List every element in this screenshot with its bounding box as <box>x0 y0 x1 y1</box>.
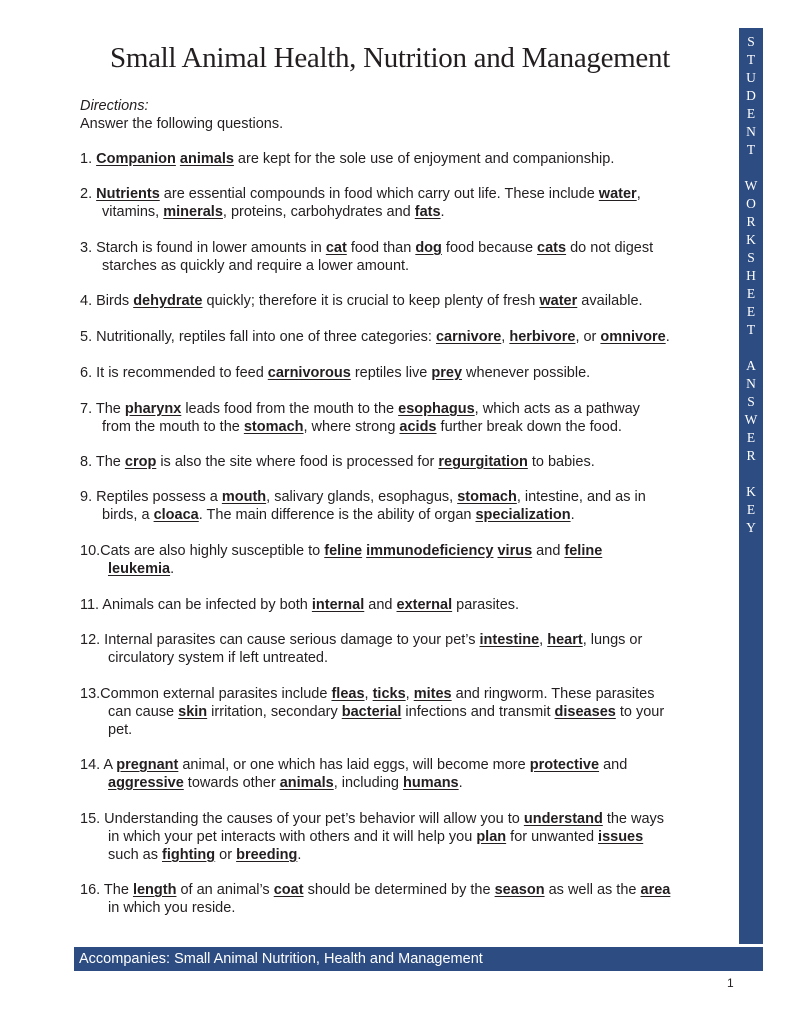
question-line <box>80 488 730 506</box>
question-line <box>80 631 730 649</box>
answer-word: cloaca <box>153 507 199 523</box>
sidebar-letter: U <box>746 70 756 85</box>
question-item <box>80 881 730 917</box>
sidebar-letter: O <box>746 196 756 211</box>
question-text: 7. The <box>80 401 125 417</box>
answer-word: cat <box>325 240 347 256</box>
answer-word: internal <box>311 597 365 613</box>
question-text: , salivary glands, esophagus, <box>266 489 458 505</box>
sidebar-letter: S <box>747 250 755 265</box>
directions-label: Directions: <box>80 98 149 114</box>
answer-word: crop <box>124 454 157 470</box>
question-text: and <box>364 597 397 613</box>
question-text: starches as quickly and require a lower amount. <box>102 258 410 274</box>
question-text: 14. A <box>80 757 117 773</box>
page-title: Small Animal Health, Nutrition and Management <box>110 42 670 74</box>
question-item <box>80 453 730 471</box>
answer-word: pregnant <box>116 757 179 773</box>
sidebar-letter: K <box>746 232 756 247</box>
answer-word: mouth <box>221 489 267 505</box>
sidebar-letter: W <box>744 178 758 193</box>
question-item <box>80 364 730 382</box>
question-line <box>80 364 730 382</box>
answer-word: skin <box>178 704 208 720</box>
sidebar-letter: S <box>747 34 755 49</box>
question-item <box>80 185 730 221</box>
answer-word: herbivore <box>509 329 576 345</box>
question-line <box>80 203 730 221</box>
answer-word: specialization <box>475 507 571 523</box>
question-text: are essential compounds in food which carry out life. These include <box>159 186 599 202</box>
question-line <box>80 881 730 899</box>
question-text: to your <box>615 704 665 720</box>
directions-text: Answer the following questions. <box>80 116 284 132</box>
answer-word: ticks <box>372 686 406 702</box>
question-text: 11. Animals can be infected by both <box>80 597 312 613</box>
question-text: from the mouth to the <box>102 419 244 435</box>
sidebar-letter: N <box>746 124 756 139</box>
question-text: , <box>364 686 373 702</box>
question-text: . <box>440 204 445 220</box>
question-text: , <box>539 632 548 648</box>
question-line <box>80 400 730 418</box>
question-text: food because <box>441 240 538 256</box>
question-text: 10.Cats are also highly susceptible to <box>80 543 325 559</box>
answer-word: water <box>598 186 637 202</box>
question-text: parasites. <box>452 597 520 613</box>
question-text: is also the site where food is processed for <box>156 454 439 470</box>
question-text: should be determined by the <box>303 882 495 898</box>
answer-word: breeding <box>236 847 298 863</box>
answer-word: cats <box>537 240 567 256</box>
sidebar-letter: R <box>746 214 756 229</box>
question-line <box>80 542 730 560</box>
question-text: 16. The <box>80 882 133 898</box>
question-text: , proteins, carbohydrates and <box>222 204 415 220</box>
question-line <box>80 810 730 828</box>
answer-word: feline <box>564 543 603 559</box>
question-text: towards other <box>183 775 280 791</box>
question-text: . <box>665 329 670 345</box>
question-text: 8. The <box>80 454 125 470</box>
question-text: , or <box>575 329 601 345</box>
sidebar-letter: T <box>746 322 756 337</box>
question-text: , where strong <box>303 419 400 435</box>
question-line <box>80 596 730 614</box>
answer-word: virus <box>497 543 533 559</box>
question-line <box>80 239 730 257</box>
answer-word: Companion <box>96 151 176 167</box>
answer-word: animals <box>279 775 334 791</box>
question-item <box>80 292 730 310</box>
question-item <box>80 542 730 578</box>
question-line <box>80 649 730 667</box>
question-text: . <box>170 561 175 577</box>
page-number: 1 <box>727 976 734 990</box>
question-text: animal, or one which has laid eggs, will become more <box>178 757 530 773</box>
sidebar-letter: T <box>746 52 756 67</box>
question-text: 5. Nutritionally, reptiles fall into one of three categories: <box>80 329 436 345</box>
question-text: 12. Internal parasites can cause serious damage to your pet’s <box>80 632 480 648</box>
question-text: infections and transmit <box>401 704 555 720</box>
question-text: , intestine, and as in <box>516 489 646 505</box>
question-text: quickly; therefore it is crucial to keep plenty of fresh <box>202 293 540 309</box>
answer-word: protective <box>529 757 600 773</box>
question-line <box>80 292 730 310</box>
sidebar-letter: E <box>746 286 756 301</box>
question-text: 6. It is recommended to feed <box>80 365 268 381</box>
sidebar-letter: W <box>744 412 758 427</box>
question-text: 9. Reptiles possess a <box>80 489 222 505</box>
question-line <box>80 899 730 917</box>
sidebar-letter: K <box>746 484 756 499</box>
sidebar-letter: N <box>746 376 756 391</box>
question-text: circulatory system if left untreated. <box>108 650 328 666</box>
answer-word: intestine <box>479 632 540 648</box>
sidebar-word <box>739 357 763 465</box>
answer-word: omnivore <box>600 329 666 345</box>
question-text: whenever possible. <box>462 365 591 381</box>
answer-word: aggressive <box>108 775 184 791</box>
question-text: 3. Starch is found in lower amounts in <box>80 240 326 256</box>
question-line <box>80 756 730 774</box>
answer-word: fighting <box>162 847 216 863</box>
question-line <box>80 150 730 168</box>
question-text: , <box>501 329 510 345</box>
question-text: and <box>599 757 628 773</box>
question-text: do not digest <box>566 240 654 256</box>
sidebar-letter: A <box>746 358 756 373</box>
answer-word: pharynx <box>124 401 182 417</box>
answer-word: prey <box>431 365 463 381</box>
answer-word: dehydrate <box>133 293 203 309</box>
directions-block <box>80 97 283 133</box>
sidebar-letter: S <box>747 394 755 409</box>
question-text: , which acts as a pathway <box>474 401 640 417</box>
question-text: food than <box>346 240 416 256</box>
question-text: birds, a <box>102 507 154 523</box>
sidebar-letter: E <box>746 304 756 319</box>
answer-word: external <box>396 597 453 613</box>
sidebar-word <box>739 483 763 537</box>
sidebar-letter: Y <box>746 520 756 535</box>
question-text: such as <box>108 847 162 863</box>
question-item <box>80 400 730 436</box>
question-text: the ways <box>602 811 665 827</box>
answer-word: water <box>539 293 578 309</box>
question-line <box>80 828 730 846</box>
question-text: , <box>405 686 414 702</box>
question-text: , <box>636 186 641 202</box>
question-text: in which you reside. <box>108 900 236 916</box>
question-text: . <box>458 775 463 791</box>
sidebar-banner <box>739 28 763 944</box>
answer-word: diseases <box>554 704 616 720</box>
question-text: reptiles live <box>350 365 432 381</box>
question-line <box>80 453 730 471</box>
answer-word: issues <box>598 829 644 845</box>
question-text: in which your pet interacts with others and it will help you <box>108 829 477 845</box>
question-text: , including <box>333 775 404 791</box>
answer-word: coat <box>273 882 304 898</box>
answer-word: Nutrients <box>96 186 160 202</box>
answer-word: feline <box>324 543 363 559</box>
question-text: further break down the food. <box>436 419 622 435</box>
question-text: to babies. <box>527 454 595 470</box>
question-text: . <box>570 507 575 523</box>
answer-word: plan <box>476 829 507 845</box>
answer-word: fats <box>414 204 441 220</box>
question-item <box>80 150 730 168</box>
question-line <box>80 506 730 524</box>
sidebar-gap <box>739 159 763 177</box>
answer-word: immunodeficiency <box>366 543 494 559</box>
question-item <box>80 631 730 667</box>
answer-word: stomach <box>457 489 517 505</box>
question-text: are kept for the sole use of enjoyment and companionship. <box>233 151 615 167</box>
question-text: leads food from the mouth to the <box>181 401 399 417</box>
question-item <box>80 596 730 614</box>
question-line <box>80 328 730 346</box>
question-text: pet. <box>108 722 133 738</box>
answer-word: leukemia <box>108 561 171 577</box>
sidebar-letter: E <box>746 430 756 445</box>
question-line <box>80 846 730 864</box>
answer-word: carnivore <box>435 329 502 345</box>
question-item <box>80 756 730 792</box>
answer-word: humans <box>403 775 459 791</box>
sidebar-word <box>739 177 763 339</box>
answer-word: fleas <box>331 686 365 702</box>
question-text: or <box>215 847 237 863</box>
sidebar-word <box>739 33 763 159</box>
answer-word: bacterial <box>341 704 402 720</box>
sidebar-letter: R <box>746 448 756 463</box>
sidebar-letter: H <box>746 268 756 283</box>
question-line <box>80 185 730 203</box>
question-line <box>80 721 730 739</box>
question-text: 1. <box>80 151 97 167</box>
answer-word: dog <box>415 240 442 256</box>
question-item <box>80 328 730 346</box>
question-item <box>80 810 730 864</box>
question-text: 15. Understanding the causes of your pet’s behavior will allow you to <box>80 811 524 827</box>
sidebar-letter: E <box>746 106 756 121</box>
answer-word: esophagus <box>398 401 475 417</box>
question-text: vitamins, <box>102 204 164 220</box>
question-text: . <box>297 847 302 863</box>
question-text: as well as the <box>544 882 641 898</box>
sidebar-letter: D <box>746 88 756 103</box>
answer-word: mites <box>413 686 452 702</box>
question-text: of an animal’s <box>176 882 274 898</box>
question-item <box>80 239 730 275</box>
answer-word: minerals <box>163 204 223 220</box>
question-text: for unwanted <box>506 829 599 845</box>
answer-word: understand <box>523 811 603 827</box>
footer-text: Accompanies: Small Animal Nutrition, Health and Management <box>79 951 483 967</box>
question-line <box>80 774 730 792</box>
question-text: available. <box>577 293 643 309</box>
answer-word: season <box>494 882 545 898</box>
question-line <box>80 418 730 436</box>
question-text: irritation, secondary <box>207 704 342 720</box>
answer-word: carnivorous <box>267 365 351 381</box>
answer-word: acids <box>399 419 437 435</box>
question-text: 13.Common external parasites include <box>80 686 332 702</box>
question-line <box>80 560 730 578</box>
question-text: and <box>532 543 565 559</box>
question-text: . The main difference is the ability of organ <box>198 507 476 523</box>
answer-word: length <box>132 882 177 898</box>
answer-word: heart <box>547 632 583 648</box>
footer-banner <box>74 947 763 971</box>
question-text: and ringworm. These parasites <box>451 686 655 702</box>
answer-word: stomach <box>243 419 304 435</box>
question-item <box>80 488 730 524</box>
question-item <box>80 685 730 739</box>
sidebar-letter: E <box>746 502 756 517</box>
question-line <box>80 257 730 275</box>
question-text: can cause <box>108 704 179 720</box>
sidebar-gap <box>739 339 763 357</box>
question-text: 4. Birds <box>80 293 134 309</box>
answer-word: area <box>640 882 671 898</box>
question-text: , lungs or <box>582 632 643 648</box>
answer-word: animals <box>179 151 234 167</box>
sidebar-vertical-text <box>739 33 763 537</box>
question-text: 2. <box>80 186 97 202</box>
answer-word: regurgitation <box>438 454 528 470</box>
question-line <box>80 703 730 721</box>
sidebar-gap <box>739 465 763 483</box>
sidebar-letter: T <box>746 142 756 157</box>
question-line <box>80 685 730 703</box>
